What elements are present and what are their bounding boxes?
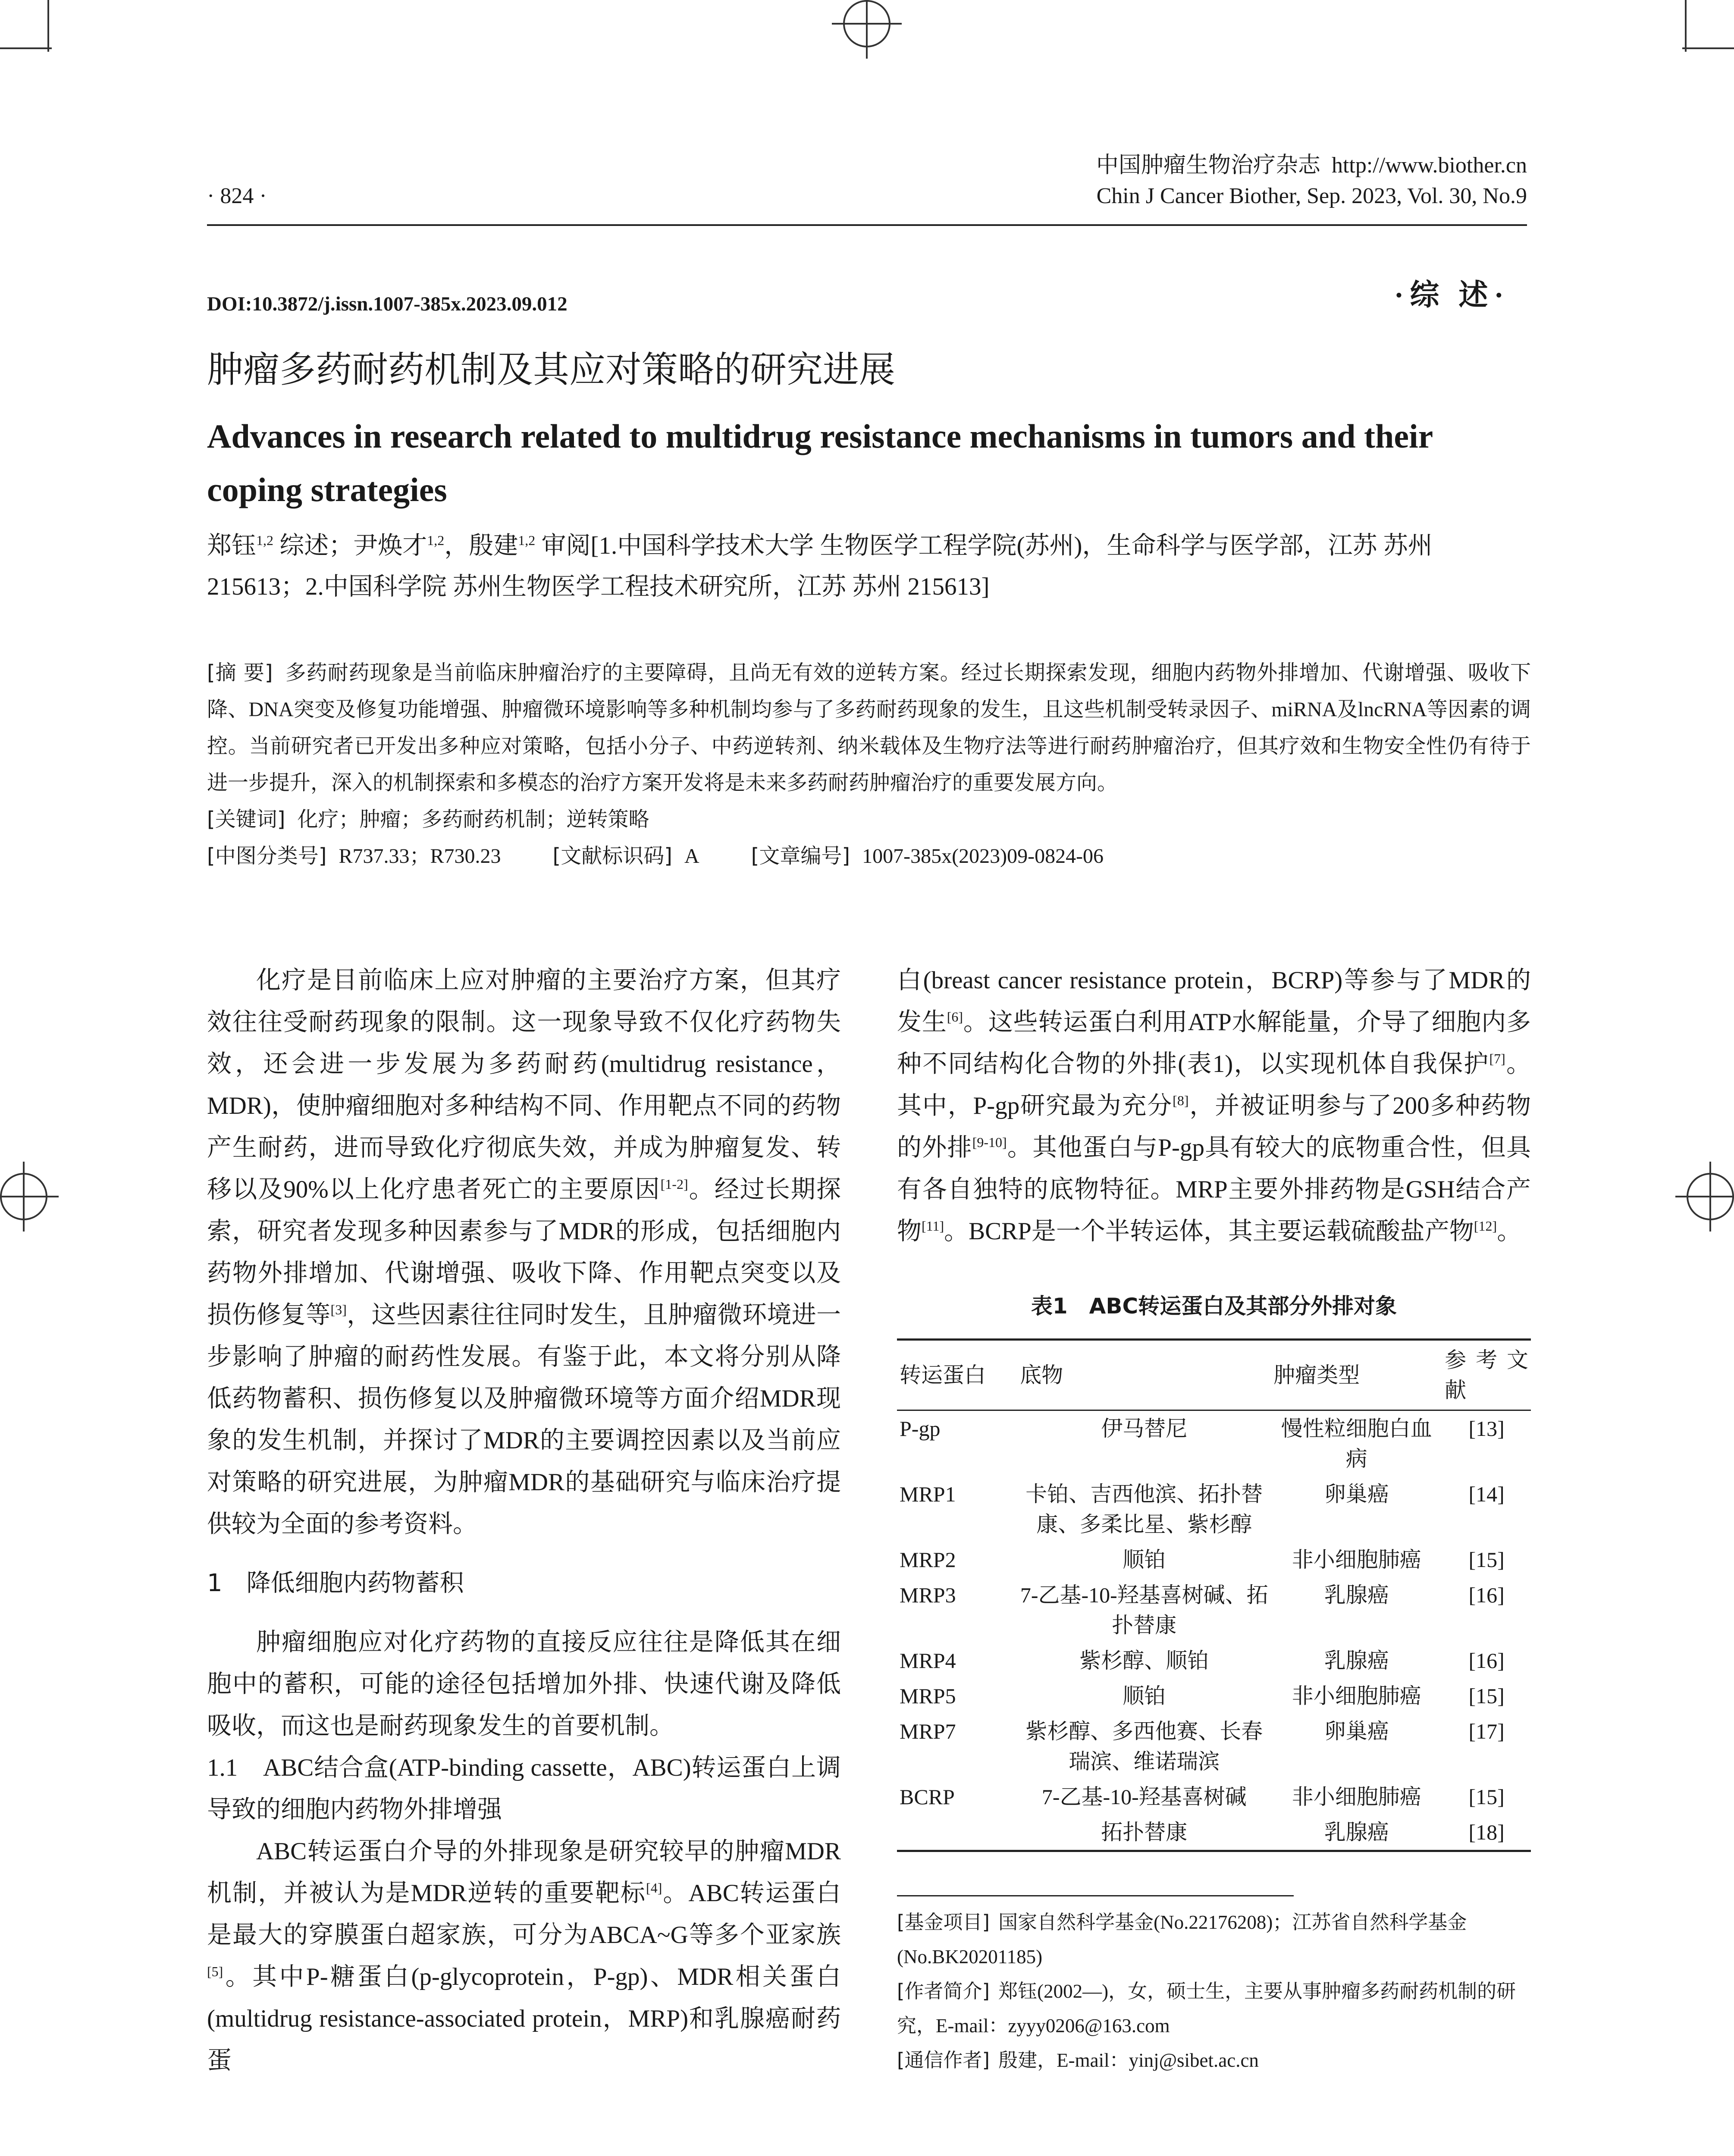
section-heading-1: 1 降低细胞内药物蓄积 [207,1569,464,1597]
footnotes [897,1905,1531,2078]
text-run: ABC转运蛋白介导的外排现象是研究较早的肿瘤MDR机制，并被认为是MDR逆转的重要靶标 [207,1838,841,1907]
author-2-affil: 1,2 [427,533,445,548]
footnote-funding [897,1905,1531,1974]
doc-code-label: [文献标识码] [552,844,672,868]
text-run: 化疗是目前临床上应对肿瘤的主要治疗方案，但其疗效往往受耐药现象的限制。这一现象导致不仅化疗药物失效，还会进一步发展为多药耐药(multidrug resistance，MDR)，使肿瘤细胞对多种结构不同、作用靶点不同的药物产生耐药，进而导致化疗彻底失效，并成为肿瘤复发、转移以及90%以上化疗患者死亡的主要原因 [207,967,841,1203]
table-cell: 卵巢癌 [1324,1719,1389,1743]
table-caption: 表1 ABC转运蛋白及其部分外排对象 [1031,1294,1397,1319]
funding-text: 国家自然科学基金(No.22176208)；江苏省自然科学基金(No.BK20201185) [897,1912,1467,1968]
crop-mark-tl-v [47,0,49,52]
text-run: 。经过长期探索，研究者发现多种因素参与了MDR的形成，包括细胞内药物外排增加、代谢增强、吸收下降、作用靶点突变以及损伤修复等 [207,1176,841,1329]
journal-header-en: Chin J Cancer Biother, Sep. 2023, Vol. 30, No.9 [1096,184,1527,208]
author-1-affil: 1,2 [256,533,273,548]
abstract-block [207,655,1531,874]
table-cell: MRP3 [900,1583,956,1607]
paragraph-abc [207,1830,841,2081]
text-run: 白(breast cancer resistance protein，BCRP)等参与了MDR的发生 [897,967,1531,1036]
table-cell: MRP2 [900,1548,956,1572]
table-row [897,1814,1531,1851]
citation[interactable]: [6] [947,1009,963,1025]
journal-header-cn [1096,147,1527,179]
table-cell: BCRP [900,1785,955,1809]
citation[interactable]: [7] [1489,1051,1505,1066]
doc-code-value: A [684,845,699,868]
table-cell: [16] [1468,1648,1505,1673]
text-run: 。 [1497,1218,1522,1245]
page-number: · 824 · [207,184,267,208]
citation[interactable]: [3] [330,1302,347,1317]
paragraph-intro [207,959,841,1545]
abstract [207,655,1531,801]
table-cell: MRP5 [900,1684,956,1708]
crop-mark-tr-v [1685,0,1687,52]
column-tag: ·综 述· [1394,279,1510,311]
table-row [897,1542,1531,1577]
table-cell: 紫杉醇、顺铂 [1079,1648,1209,1673]
journal-name-cn: 中国肿瘤生物治疗杂志 [1096,153,1320,178]
table-cell: MRP7 [900,1719,956,1743]
correspondence-label: [通信作者] [897,2049,990,2071]
table-cell: [18] [1442,1814,1531,1851]
table-cell: P-gp [900,1416,941,1441]
table-cell: [16] [1468,1583,1505,1607]
header-divider [207,224,1527,226]
table-cell: 非小细胞肺癌 [1292,1785,1421,1809]
footnote-divider [897,1895,1294,1896]
classification-line [207,838,1531,874]
table-cell: 伊马替尼 [1101,1416,1188,1441]
table-header-cell: 底物 [1017,1340,1271,1410]
crop-mark-tl-h [0,47,52,49]
citation[interactable]: [9-10] [972,1134,1007,1150]
paragraph-section1: 肿瘤细胞应对化疗药物的直接反应往往是降低其在细胞中的蓄积，可能的途径包括增加外排、快速代谢及降低吸收，而这也是耐药现象发生的首要机制。 [207,1629,841,1739]
table-cell: 乳腺癌 [1324,1648,1389,1673]
table-cell: MRP4 [900,1648,956,1673]
authors-affiliations [207,525,1531,607]
table-cell: 乳腺癌 [1324,1583,1389,1607]
title-chinese: 肿瘤多药耐药机制及其应对策略的研究进展 [207,348,896,391]
table-row [897,1577,1531,1643]
citation[interactable]: [5] [207,1964,223,1979]
clc-label: [中图分类号] [207,844,327,868]
article-no-label: [文章编号] [751,844,850,868]
table-cell: [15] [1468,1548,1505,1572]
funding-label: [基金项目] [897,1911,990,1934]
abc-transporter-table [897,1338,1531,1852]
table-cell: [14] [1468,1482,1505,1506]
crop-mark-tr-h [1682,47,1734,49]
abstract-text: 多药耐药现象是当前临床肿瘤治疗的主要障碍，且尚无有效的逆转方案。经过长期探索发现，细胞内药物外排增加、代谢增强、吸收下降、DNA突变及修复功能增强、肿瘤微环境影响等多种机制均参与了多药耐药现象的发生，且这些机制受转录因子、miRNA及lncRNA等因素的调控。当前研究者已开发出多种应对策略，包括小分子、中药逆转剂、纳米载体及生物疗法等进行耐药肿瘤治疗，但其疗效和生物安全性仍有待于进一步提升，深入的机制探索和多模态的治疗方案开发将是未来多药耐药肿瘤治疗的重要发展方向。 [207,661,1531,794]
table-row [897,1476,1531,1542]
article-no-value: 1007-385x(2023)09-0824-06 [862,845,1104,868]
citation[interactable]: [12] [1474,1218,1497,1234]
table-cell: 7-乙基-10-羟基喜树碱 [1041,1785,1247,1809]
table-cell: 乳腺癌 [1271,1814,1442,1851]
table-row [897,1410,1531,1477]
text-run: 。其中，P-gp研究最为充分 [897,1050,1531,1119]
table-header-cell: 肿瘤类型 [1271,1340,1442,1410]
journal-url[interactable]: http://www.biother.cn [1331,153,1527,178]
text-run: 。其中P-糖蛋白(p-glycoprotein，P-gp)、MDR相关蛋白(multidrug resistance-associated protein，MRP)和乳腺癌耐药蛋 [207,1963,841,2074]
author-1-role: 综述； [273,532,354,559]
abstract-label: [摘 要] [207,661,273,685]
registration-mark-right [1687,1173,1734,1220]
author-bio-text: 郑钰(2002—)，女，硕士生，主要从事肿瘤多药耐药机制的研究，E-mail：zyyy0206@163.com [897,1981,1516,2037]
table-cell: 慢性粒细胞白血病 [1281,1416,1432,1471]
author-3-affil: 1,2 [518,533,536,548]
author-3: 殷建 [469,532,518,559]
table-cell: [13] [1468,1416,1505,1441]
author-bio-label: [作者简介] [897,1980,990,2002]
paragraph-continued [897,959,1531,1252]
table-cell: [15] [1468,1785,1505,1809]
body-column-right [897,959,1531,2078]
citation[interactable]: [8] [1173,1093,1189,1108]
table-row [897,1779,1531,1814]
keywords-line [207,801,1531,838]
author-2: 尹焕才 [353,532,427,559]
table-cell: MRP1 [900,1482,956,1506]
table-cell: 拓扑替康 [1017,1814,1271,1851]
table-cell: 紫杉醇、多西他赛、长春瑞滨、维诺瑞滨 [1025,1719,1263,1774]
title-english: Advances in research related to multidrug resistance mechanisms in tumors and their coping strategies [207,417,1433,508]
table-header-cell: 转运蛋白 [897,1340,1017,1410]
body-column-left [207,959,841,2081]
table-header-row [897,1340,1531,1410]
table-cell: 非小细胞肺癌 [1292,1684,1421,1708]
text-run: ，并被证明参与了200多种药物的外排 [897,1092,1531,1161]
author-3-role: 审阅 [535,532,591,559]
table-cell: 非小细胞肺癌 [1292,1548,1421,1572]
table-cell [897,1814,1017,1851]
footnote-correspondence [897,2043,1531,2078]
subsection-heading-1-1: 1.1 ABC结合盒(ATP-binding cassette，ABC)转运蛋白上调导致的细胞内药物外排增强 [207,1754,841,1823]
registration-mark-left [0,1173,47,1220]
text-run: 。BCRP是一个半转运体，其主要运载硫酸盐产物 [944,1218,1474,1245]
registration-mark-top [843,0,891,47]
citation[interactable]: [4] [646,1880,662,1896]
table-body [897,1410,1531,1851]
table-cell: 顺铂 [1123,1548,1166,1572]
keywords-label: [关键词] [207,807,285,831]
table-row [897,1643,1531,1678]
author-sep: ， [444,532,469,559]
table-cell: 卡铂、吉西他滨、拓扑替康、多柔比星、紫杉醇 [1025,1482,1263,1536]
text-run: 。其他蛋白与P-gp具有较大的底物重合性，但具有各自独特的底物特征。MRP主要外排药物是GSH结合产物 [897,1134,1531,1245]
table-cell: 顺铂 [1123,1684,1166,1708]
table-row [897,1678,1531,1714]
citation[interactable]: [11] [922,1218,944,1234]
doi-label: DOI:10.3872/j.issn.1007-385x.2023.09.012 [207,293,568,315]
text-run: ，这些因素往往同时发生，且肿瘤微环境进一步影响了肿瘤的耐药性发展。有鉴于此，本文将分别从降低药物蓄积、损伤修复以及肿瘤微环境等方面介绍MDR现象的发生机制，并探讨了MDR的主要调控因素以及当前应对策略的研究进展，为肿瘤MDR的基础研究与临床治疗提供较为全面的参考资料。 [207,1301,841,1538]
citation[interactable]: [1-2] [660,1176,688,1192]
clc-value: R737.33；R730.23 [339,845,501,868]
table-cell: [15] [1468,1684,1505,1708]
table-cell: 7-乙基-10-羟基喜树碱、拓扑替康 [1020,1583,1268,1637]
table-cell: [17] [1468,1719,1505,1743]
affiliations: [1.中国科学技术大学 生物医学工程学院(苏州)，生命科学与医学部，江苏 苏州 215613；2.中国科学院 苏州生物医学工程技术研究所，江苏 苏州 215613] [207,532,1433,600]
correspondence-text: 殷建，E-mail：yinj@sibet.ac.cn [998,2049,1259,2071]
table-cell: 卵巢癌 [1324,1482,1389,1506]
author-1: 郑钰 [207,532,256,559]
footnote-author [897,1974,1531,2043]
text-run: 。这些转运蛋白利用ATP水解能量，介导了细胞内多种不同结构化合物的外排(表1)，以实现机体自我保护 [897,1009,1531,1078]
keywords: 化疗；肿瘤；多药耐药机制；逆转策略 [297,808,649,831]
text-run: 。ABC转运蛋白是最大的穿膜蛋白超家族，可分为ABCA~G等多个亚家族 [207,1880,841,1949]
table-header-cell: 参考文献 [1442,1340,1531,1410]
table-row [897,1714,1531,1779]
